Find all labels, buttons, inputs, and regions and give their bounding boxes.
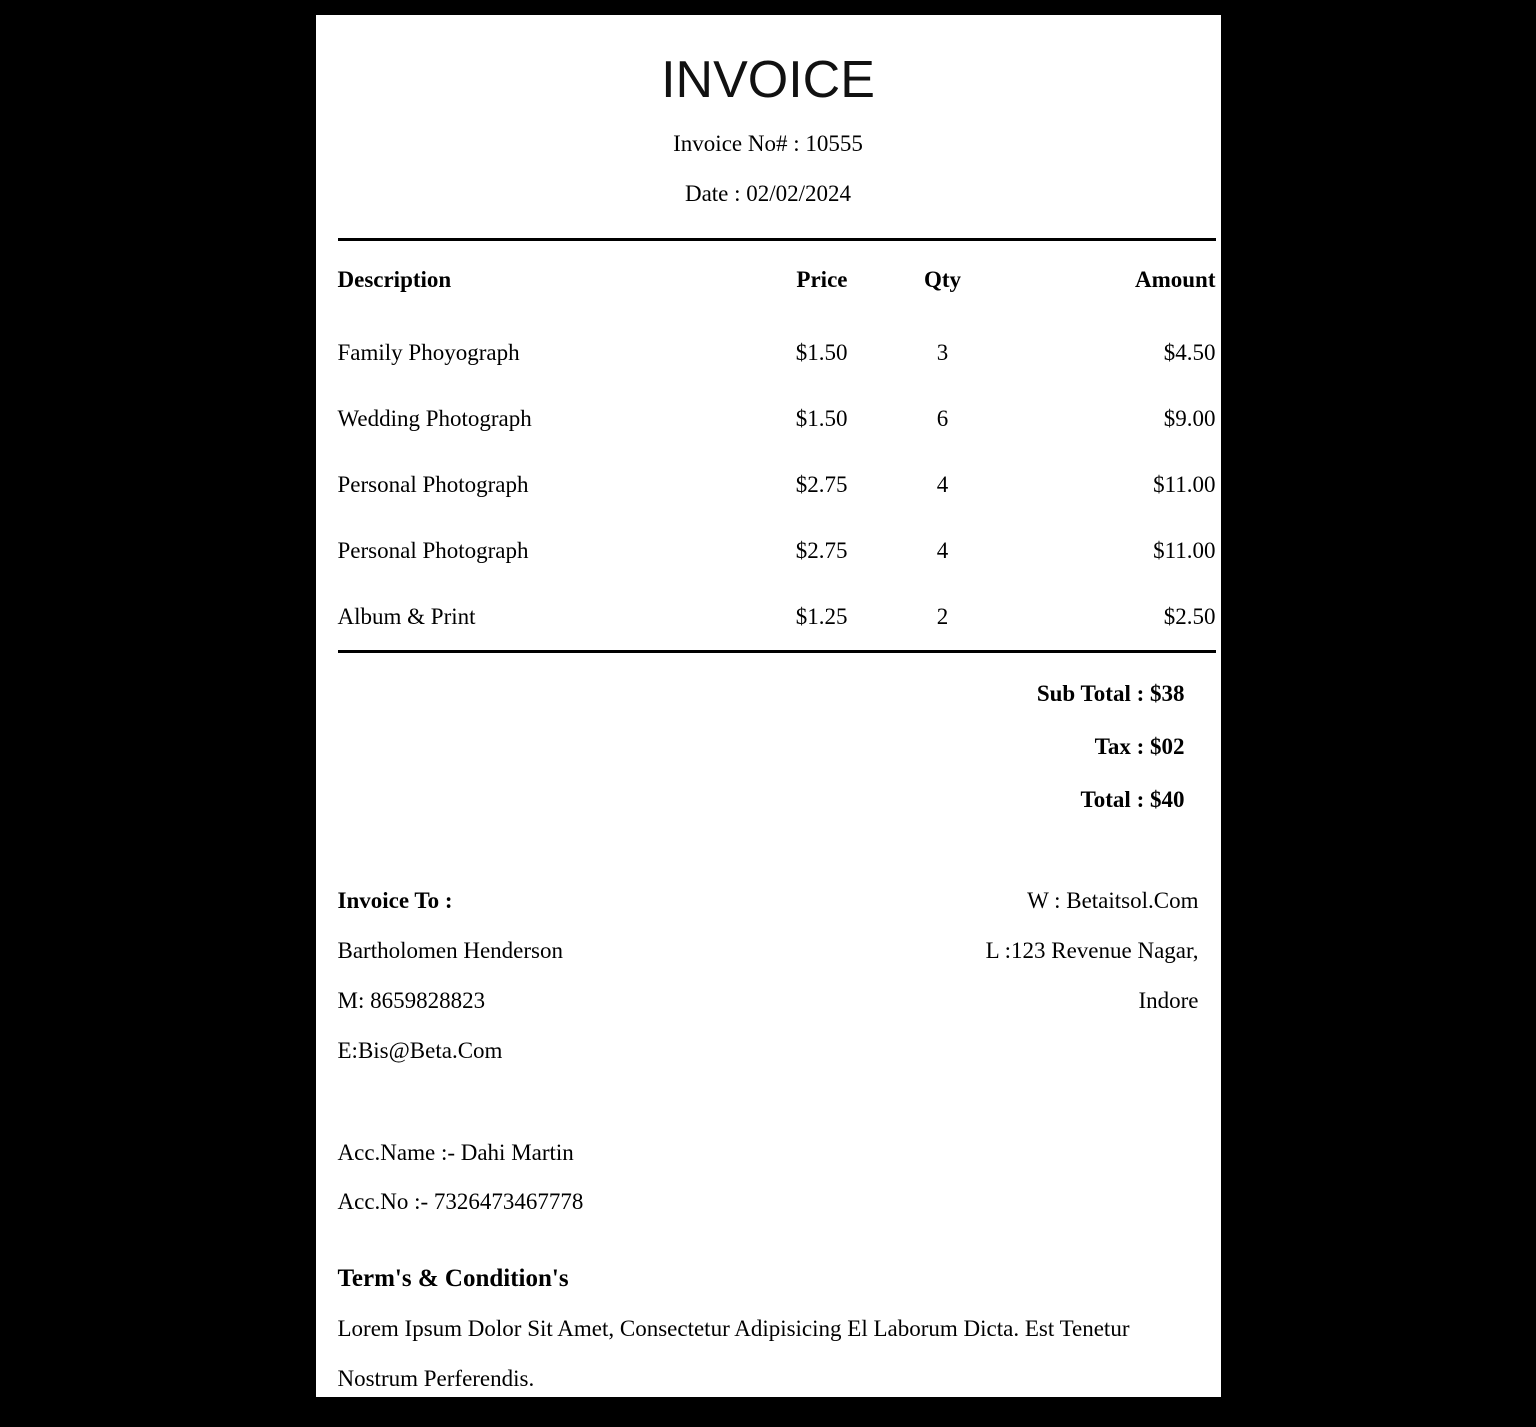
customer-email: E:Bis@Beta.Com [337, 1038, 503, 1063]
item-description: Personal Photograph [337, 538, 529, 563]
item-qty: 4 [936, 538, 949, 563]
item-description: Personal Photograph [337, 472, 529, 497]
table-row [338, 584, 1216, 652]
page-title: INVOICE [661, 51, 875, 109]
item-qty: 6 [936, 406, 949, 431]
item-price: $2.75 [795, 538, 848, 563]
items-table [338, 238, 1216, 653]
item-description: Family Phoyograph [337, 340, 520, 365]
company-block [986, 887, 1199, 1087]
item-price: $1.50 [795, 340, 848, 365]
items-table-body [338, 320, 1216, 652]
account-block [338, 1139, 1199, 1215]
item-price: $2.75 [795, 472, 848, 497]
item-price: $1.25 [795, 604, 848, 629]
company-city: Indore [1138, 988, 1199, 1013]
tax-line: Tax : $02 [1094, 734, 1185, 759]
item-amount: $9.00 [1163, 406, 1216, 431]
parties-section [338, 887, 1199, 1087]
item-amount: $4.50 [1163, 340, 1216, 365]
invoice-date: Date : 02/02/2024 [684, 181, 852, 206]
items-table-header [338, 240, 1216, 321]
account-name: Acc.Name :- Dahi Martin [337, 1140, 574, 1165]
invoice-number: Invoice No# : 10555 [673, 131, 863, 156]
invoice-header [316, 51, 1221, 207]
column-header-description: Description [337, 267, 452, 292]
table-row [338, 518, 1216, 584]
total-line: Total : $40 [1080, 787, 1185, 812]
item-amount: $11.00 [1153, 538, 1216, 563]
table-row [338, 452, 1216, 518]
billing-block [338, 887, 563, 1087]
company-address: L :123 Revenue Nagar, [985, 938, 1199, 963]
invoice-to-heading: Invoice To : [337, 888, 453, 913]
account-number: Acc.No :- 7326473467778 [337, 1189, 584, 1214]
column-header-qty: Qty [923, 267, 962, 292]
invoice-page [316, 15, 1221, 1397]
item-description: Wedding Photograph [337, 406, 532, 431]
header-row [338, 240, 1216, 321]
item-description: Album & Print [337, 604, 476, 629]
table-row [338, 386, 1216, 452]
terms-section [338, 1265, 1199, 1397]
item-qty: 3 [936, 340, 949, 365]
terms-heading: Term's & Condition's [337, 1265, 569, 1292]
item-amount: $2.50 [1163, 604, 1216, 629]
sub-total-line: Sub Total : $38 [1036, 681, 1185, 706]
customer-mobile: M: 8659828823 [337, 988, 486, 1013]
totals-block [316, 680, 1185, 813]
item-price: $1.50 [795, 406, 848, 431]
item-qty: 2 [936, 604, 949, 629]
company-website: W : Betaitsol.Com [1027, 888, 1199, 913]
terms-body: Lorem Ipsum Dolor Sit Amet, Consectetur Adipisicing El Laborum Dicta. Est Tenetur Nostrum Perferendis. [337, 1316, 1130, 1391]
customer-name: Bartholomen Henderson [337, 938, 563, 963]
item-amount: $11.00 [1153, 472, 1216, 497]
column-header-amount: Amount [1134, 267, 1216, 292]
column-header-price: Price [796, 267, 848, 292]
item-qty: 4 [936, 472, 949, 497]
table-row [338, 320, 1216, 386]
